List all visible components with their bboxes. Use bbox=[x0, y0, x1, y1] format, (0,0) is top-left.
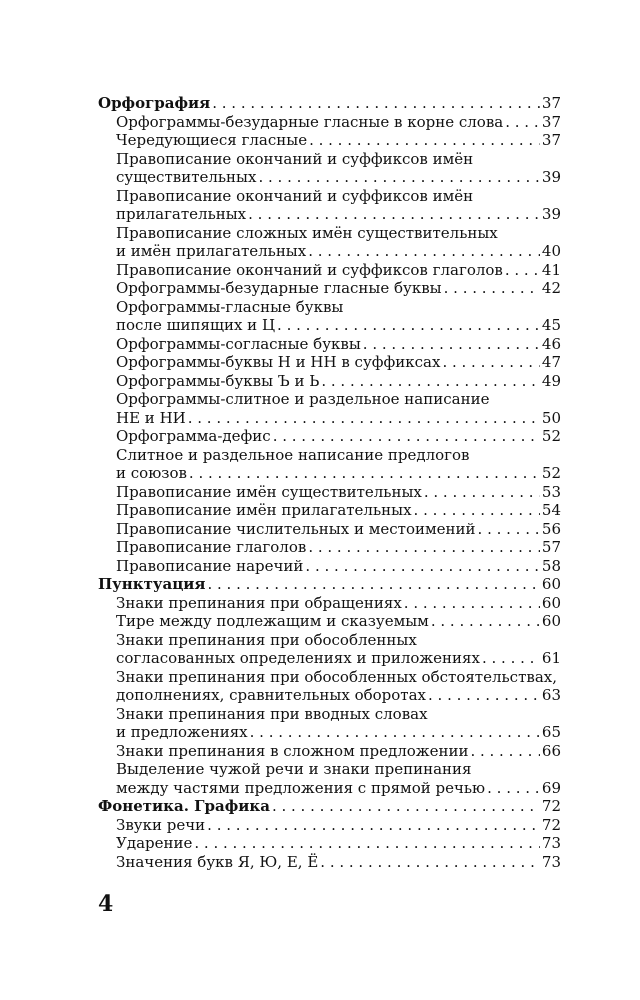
toc-leader-dots bbox=[194, 834, 540, 853]
toc-page-number: 57 bbox=[541, 538, 561, 556]
toc-entry-title: Правописание сложных имён существительных bbox=[116, 223, 498, 242]
toc-entry-title: Правописание имён прилагательных bbox=[116, 501, 412, 519]
toc-page-number: 61 bbox=[541, 649, 561, 667]
toc-leader-dots bbox=[478, 520, 540, 539]
toc-entry-title: дополнениях, сравнительных оборотах bbox=[116, 686, 426, 704]
toc-leader-dots bbox=[308, 538, 540, 557]
toc-entry bbox=[98, 261, 561, 280]
toc-page-number: 73 bbox=[541, 852, 561, 871]
toc-page-number: 46 bbox=[541, 334, 561, 353]
toc-page-number: 58 bbox=[541, 556, 561, 575]
toc-entry bbox=[98, 298, 561, 317]
toc-leader-dots bbox=[272, 797, 540, 816]
toc-entry-title: Чередующиеся гласные bbox=[116, 131, 308, 149]
toc-page-number: 40 bbox=[541, 242, 561, 260]
toc-entry bbox=[98, 686, 561, 705]
toc-entry bbox=[98, 557, 561, 576]
toc-page-number: 72 bbox=[541, 815, 561, 834]
toc-entry-title: Орфограммы-согласные буквы bbox=[116, 334, 361, 353]
toc-entry-title: Значения букв Я, Ю, Е, Ё bbox=[116, 852, 319, 871]
toc-entry bbox=[98, 649, 561, 668]
toc-entry-title: Правописание окончаний и суффиксов глаголов bbox=[116, 260, 503, 279]
toc-page-number: 63 bbox=[541, 686, 561, 704]
toc-entry bbox=[98, 816, 561, 835]
toc-entry bbox=[98, 742, 561, 761]
toc-entry bbox=[98, 150, 561, 169]
toc-entry-title: Ударение bbox=[116, 834, 193, 852]
toc-leader-dots bbox=[189, 464, 540, 483]
toc-page-number: 53 bbox=[541, 482, 561, 501]
toc-section-heading bbox=[98, 575, 561, 594]
toc-leader-dots bbox=[428, 686, 540, 705]
toc-leader-dots bbox=[309, 131, 540, 150]
toc-entry-title: Орфограммы-слитное и раздельное написание bbox=[116, 390, 490, 408]
toc-entry bbox=[98, 409, 561, 428]
toc-page-number: 49 bbox=[541, 371, 561, 390]
toc-entry-title: Правописание глаголов bbox=[116, 538, 307, 556]
toc-page-number: 65 bbox=[541, 723, 561, 741]
toc-entry-title: Правописание имён существительных bbox=[116, 482, 422, 501]
toc-entry bbox=[98, 224, 561, 243]
toc-entry bbox=[98, 187, 561, 206]
toc-entry bbox=[98, 427, 561, 446]
toc-entry bbox=[98, 779, 561, 798]
toc-leader-dots bbox=[470, 742, 539, 761]
toc-leader-dots bbox=[363, 335, 540, 354]
toc-leader-dots bbox=[414, 501, 540, 520]
toc-section-title: Орфография bbox=[98, 94, 211, 112]
toc-leader-dots bbox=[404, 594, 540, 613]
toc-entry bbox=[98, 113, 561, 132]
toc-entry-title: Орфограммы-буквы Н и НН в суффиксах bbox=[116, 353, 441, 371]
toc-entry bbox=[98, 390, 561, 409]
toc-entry bbox=[98, 335, 561, 354]
toc-entry bbox=[98, 612, 561, 631]
table-of-contents bbox=[98, 94, 561, 871]
toc-entry bbox=[98, 760, 561, 779]
toc-entry-title: после шипящих и Ц bbox=[116, 316, 276, 334]
toc-entry-title: Орфограмма-дефис bbox=[116, 427, 271, 445]
toc-entry-title: Звуки речи bbox=[116, 815, 206, 834]
toc-leader-dots bbox=[250, 723, 540, 742]
toc-leader-dots bbox=[482, 649, 540, 668]
toc-leader-dots bbox=[277, 316, 540, 335]
toc-leader-dots bbox=[273, 427, 540, 446]
toc-page-number: 47 bbox=[541, 353, 561, 371]
toc-leader-dots bbox=[258, 168, 539, 187]
toc-entry-title: Правописание наречий bbox=[116, 556, 304, 575]
toc-entry-title: НЕ и НИ bbox=[116, 408, 186, 427]
toc-entry bbox=[98, 168, 561, 187]
toc-entry-title: Правописание числительных и местоимений bbox=[116, 519, 476, 538]
toc-page-number: 60 bbox=[541, 575, 561, 593]
toc-entry bbox=[98, 501, 561, 520]
toc-page-number: 52 bbox=[541, 464, 561, 482]
toc-entry-title: и имён прилагательных bbox=[116, 242, 307, 260]
toc-entry-title: Орфограммы-гласные буквы bbox=[116, 297, 344, 316]
toc-entry-title: Орфограммы-безударные гласные буквы bbox=[116, 279, 442, 297]
toc-entry-title: Знаки препинания при обособленных bbox=[116, 630, 417, 649]
toc-entry-title: и предложениях bbox=[116, 723, 248, 741]
toc-leader-dots bbox=[442, 353, 539, 372]
toc-leader-dots bbox=[321, 372, 540, 391]
toc-page-number: 37 bbox=[541, 112, 561, 131]
toc-leader-dots bbox=[320, 853, 540, 872]
toc-leader-dots bbox=[188, 409, 540, 428]
toc-leader-dots bbox=[431, 612, 540, 631]
toc-leader-dots bbox=[444, 279, 540, 298]
toc-entry-title: Правописание окончаний и суффиксов имён bbox=[116, 186, 474, 205]
toc-page-number: 45 bbox=[541, 316, 561, 334]
toc-entry bbox=[98, 279, 561, 298]
toc-entry-title: прилагательных bbox=[116, 205, 247, 223]
toc-entry-title: Слитное и раздельное написание предлогов bbox=[116, 445, 470, 464]
toc-page-number: 39 bbox=[541, 168, 561, 186]
toc-leader-dots bbox=[505, 261, 540, 280]
toc-page-number: 50 bbox=[541, 408, 561, 427]
toc-page-number: 60 bbox=[541, 593, 561, 612]
toc-page-number: 52 bbox=[541, 427, 561, 445]
toc-entry-title: между частями предложения с прямой речью bbox=[116, 778, 486, 797]
toc-entry bbox=[98, 853, 561, 872]
toc-entry bbox=[98, 594, 561, 613]
toc-entry-title: Выделение чужой речи и знаки препинания bbox=[116, 760, 472, 778]
toc-leader-dots bbox=[207, 816, 540, 835]
toc-entry bbox=[98, 705, 561, 724]
toc-entry bbox=[98, 520, 561, 539]
toc-page-number: 69 bbox=[541, 778, 561, 797]
toc-page-number: 37 bbox=[541, 131, 561, 149]
toc-leader-dots bbox=[248, 205, 540, 224]
toc-entry bbox=[98, 631, 561, 650]
toc-page-number: 73 bbox=[541, 834, 561, 852]
toc-entry-title: и союзов bbox=[116, 464, 187, 482]
toc-leader-dots bbox=[305, 557, 539, 576]
page-number: 4 bbox=[98, 891, 114, 917]
toc-entry bbox=[98, 372, 561, 391]
toc-entry-title: Орфограммы-безударные гласные в корне слова bbox=[116, 112, 504, 131]
toc-entry bbox=[98, 668, 561, 687]
toc-leader-dots bbox=[212, 94, 540, 113]
toc-entry-title: согласованных определениях и приложениях bbox=[116, 649, 480, 667]
toc-entry bbox=[98, 353, 561, 372]
toc-leader-dots bbox=[505, 113, 540, 132]
toc-leader-dots bbox=[424, 483, 540, 502]
toc-page-number: 42 bbox=[541, 279, 561, 297]
toc-page-number: 66 bbox=[541, 741, 561, 760]
toc-entry bbox=[98, 446, 561, 465]
toc-entry bbox=[98, 538, 561, 557]
toc-section-title: Пунктуация bbox=[98, 575, 206, 593]
toc-page-number: 60 bbox=[541, 612, 561, 630]
toc-entry-title: Знаки препинания при обращениях bbox=[116, 593, 402, 612]
toc-page-number: 56 bbox=[541, 519, 561, 538]
toc-leader-dots bbox=[487, 779, 540, 798]
toc-section-heading bbox=[98, 94, 561, 113]
toc-page-number: 54 bbox=[541, 501, 561, 519]
toc-entry-title: Тире между подлежащим и сказуемым bbox=[116, 612, 429, 630]
toc-leader-dots bbox=[207, 575, 539, 594]
toc-entry bbox=[98, 205, 561, 224]
toc-entry-title: существительных bbox=[116, 168, 257, 186]
toc-page-number: 72 bbox=[541, 797, 561, 815]
toc-entry-title: Орфограммы-буквы Ъ и Ь bbox=[116, 371, 320, 390]
toc-entry bbox=[98, 834, 561, 853]
toc-entry-title: Знаки препинания при обособленных обстоятельствах, bbox=[116, 667, 557, 686]
toc-leader-dots bbox=[308, 242, 540, 261]
toc-entry bbox=[98, 483, 561, 502]
toc-entry-title: Правописание окончаний и суффиксов имён bbox=[116, 149, 474, 168]
toc-page-number: 39 bbox=[541, 205, 561, 223]
toc-entry bbox=[98, 131, 561, 150]
toc-entry bbox=[98, 242, 561, 261]
toc-entry bbox=[98, 464, 561, 483]
toc-section-heading bbox=[98, 797, 561, 816]
toc-section-title: Фонетика. Графика bbox=[98, 797, 270, 815]
toc-entry-title: Знаки препинания при вводных словах bbox=[116, 704, 428, 723]
toc-entry bbox=[98, 723, 561, 742]
toc-entry-title: Знаки препинания в сложном предложении bbox=[116, 741, 469, 760]
toc-entry bbox=[98, 316, 561, 335]
toc-page-number: 37 bbox=[541, 94, 561, 112]
toc-page-number: 41 bbox=[541, 260, 561, 279]
